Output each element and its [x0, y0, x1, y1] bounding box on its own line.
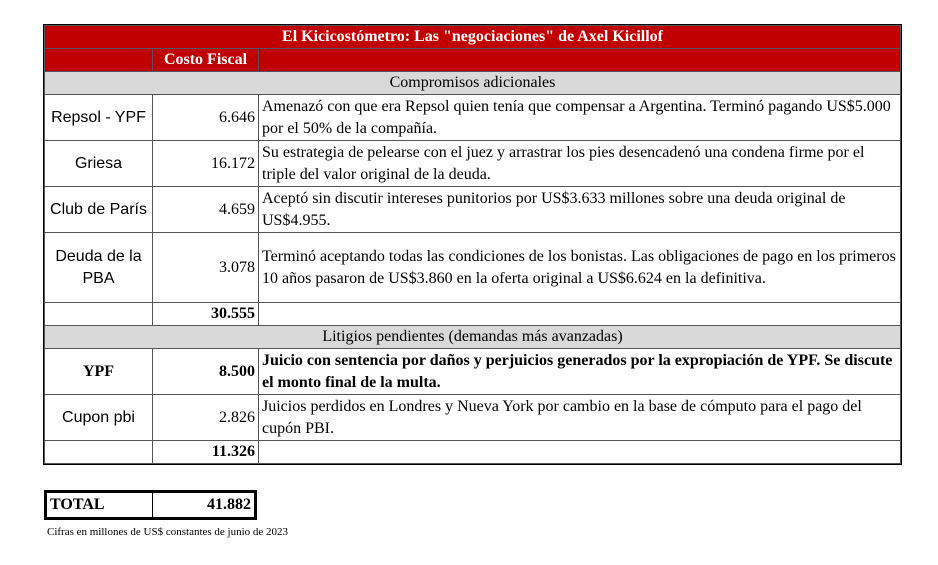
- table-row: [45, 395, 901, 441]
- row-cost: 3.078: [153, 233, 259, 303]
- footnote: Cifras en millones de US$ constantes de junio de 2023: [47, 526, 289, 538]
- total-box: [44, 490, 257, 520]
- row-name: YPF: [45, 349, 153, 395]
- row-name: Griesa: [45, 141, 153, 187]
- row-description: Juicio con sentencia por daños y perjuicios generados por la expropiación de YPF. Se discute el monto final de la multa.: [259, 349, 901, 395]
- header-empty-cell: [45, 49, 153, 72]
- row-description: Su estrategia de pelearse con el juez y arrastrar los pies desencadenó una condena firme por el triple del valor original de la deuda.: [259, 141, 901, 187]
- section-header-litigios: [45, 326, 901, 349]
- empty-cell: [45, 441, 153, 464]
- table-row: [45, 233, 901, 303]
- row-cost: 16.172: [153, 141, 259, 187]
- header-empty-cell: [259, 49, 901, 72]
- row-description: Juicios perdidos en Londres y Nueva York por cambio en la base de cómputo para el pago del cupón PBI.: [259, 395, 901, 441]
- empty-cell: [259, 303, 901, 326]
- section-label: Compromisos adicionales: [45, 72, 901, 95]
- table-row: [45, 349, 901, 395]
- total-value: 41.882: [153, 493, 255, 518]
- row-description: Terminó aceptando todas las condiciones de los bonistas. Las obligaciones de pago en los primeros 10 años pasaron de US$3.860 en la oferta original a US$6.624 en la definitiva.: [259, 233, 901, 303]
- section-header-compromisos: [45, 72, 901, 95]
- total-row: [47, 493, 255, 518]
- table-row: [45, 187, 901, 233]
- row-description: Aceptó sin discutir intereses punitorios por US$3.633 millones sobre una deuda original de US$4.955.: [259, 187, 901, 233]
- section-label: Litigios pendientes (demandas más avanzadas): [45, 326, 901, 349]
- kicicostometro-table: [43, 24, 902, 465]
- row-description: Amenazó con que era Repsol quien tenía que compensar a Argentina. Terminó pagando US$5.000 por el 50% de la compañía.: [259, 95, 901, 141]
- row-cost: 4.659: [153, 187, 259, 233]
- column-header-costo-fiscal: Costo Fiscal: [153, 49, 259, 72]
- table-row: [45, 95, 901, 141]
- table-title: El Kicicostómetro: Las "negociaciones" de Axel Kicillof: [45, 26, 901, 49]
- empty-cell: [45, 303, 153, 326]
- title-row: [45, 26, 901, 49]
- subtotal-row: [45, 441, 901, 464]
- column-header-row: [45, 49, 901, 72]
- table-row: [45, 141, 901, 187]
- empty-cell: [259, 441, 901, 464]
- row-name: Deuda de la PBA: [45, 233, 153, 303]
- row-cost: 2.826: [153, 395, 259, 441]
- subtotal-row: [45, 303, 901, 326]
- row-name: Repsol - YPF: [45, 95, 153, 141]
- row-name: Cupon pbi: [45, 395, 153, 441]
- row-name: Club de París: [45, 187, 153, 233]
- row-cost: 6.646: [153, 95, 259, 141]
- row-cost: 8.500: [153, 349, 259, 395]
- total-label: TOTAL: [47, 493, 153, 518]
- subtotal-value: 30.555: [153, 303, 259, 326]
- subtotal-value: 11.326: [153, 441, 259, 464]
